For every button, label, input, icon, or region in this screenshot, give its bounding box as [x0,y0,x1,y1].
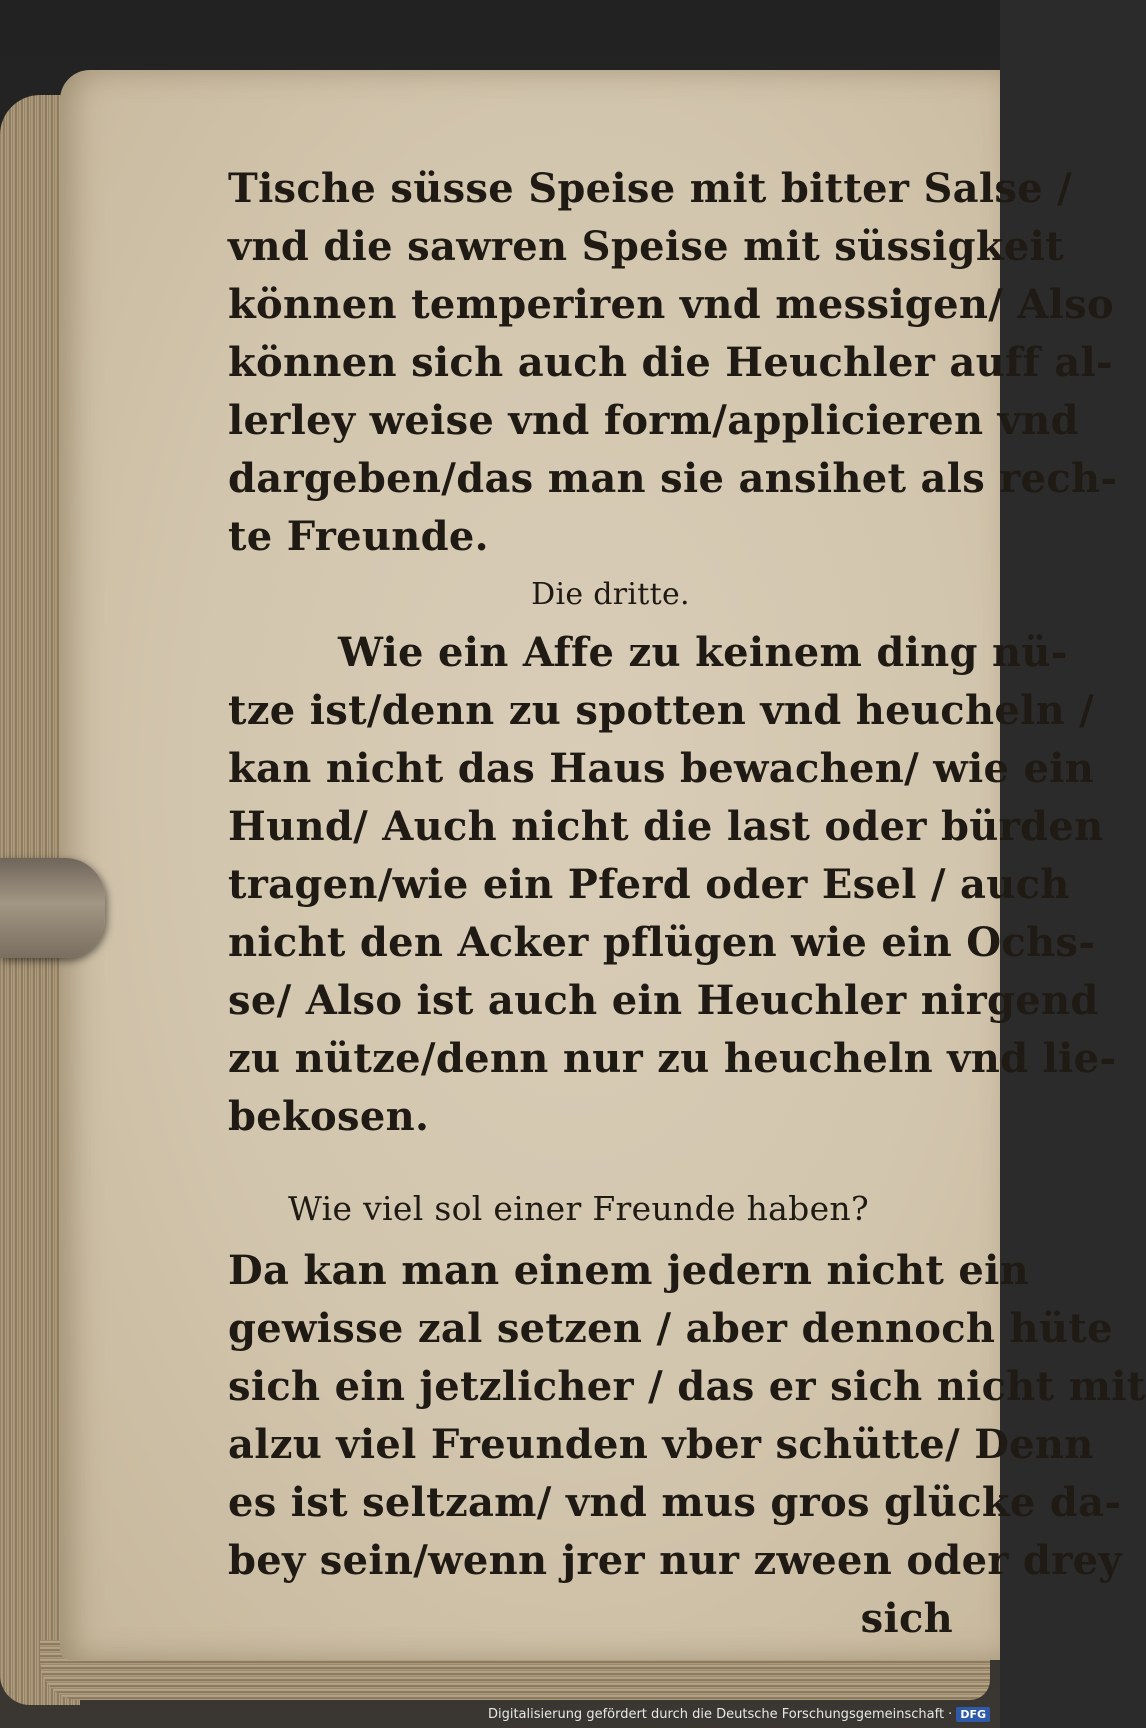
text-line: alzu viel Freunden vber schütte/ Denn [228,1421,1094,1468]
text-line: Hund/ Auch nicht die last oder bürden [228,803,1104,850]
text-line: se/ Also ist auch ein Heuchler nirgend [228,977,1099,1024]
page-clip [0,858,105,958]
credit-text: Digitalisierung gefördert durch die Deutsche Forschungsgemeinschaft · [487,1707,953,1722]
text-line: Da kan man einem jedern nicht ein [228,1247,1030,1294]
catchword: sich [860,1595,953,1642]
text-line: dargeben/das man sie ansihet als rech- [228,455,1118,502]
text-line: Tische süsse Speise mit bitter Salse / [228,165,1073,212]
spacer [228,1146,963,1172]
text-line: nicht den Acker pflügen wie ein Ochs- [228,919,1096,966]
page-text [228,160,1146,1648]
text-line: sich ein jetzlicher / das er sich nicht mit [228,1363,1146,1410]
dfg-logo-icon: DFG [956,1707,990,1722]
text-line: vnd die sawren Speise mit süssigkeit [228,223,1064,270]
text-line: gewisse zal setzen / aber dennoch hüte [228,1305,1113,1352]
text-line: kan nicht das Haus bewachen/ wie ein [228,745,1095,792]
text-line: zu nütze/denn nur zu heucheln vnd lie- [228,1035,1117,1082]
text-line: Wie ein Affe zu keinem ding nü- [338,629,1068,676]
question-heading: Wie viel sol einer Freunde haben? [288,1189,869,1228]
text-line: es ist seltzam/ vnd mus gros glücke da- [228,1479,1122,1526]
text-line: können sich auch die Heuchler auff al- [228,339,1113,386]
text-line: bey sein/wenn jrer nur zween oder drey [228,1537,1122,1584]
text-line: tze ist/denn zu spotten vnd heucheln / [228,687,1095,734]
text-line: tragen/wie ein Pferd oder Esel / auch [228,861,1070,908]
text-line: te Freunde. [228,513,489,560]
text-line: bekosen. [228,1093,430,1140]
text-line: lerley weise vnd form/applicieren vnd [228,397,1079,444]
text-line: können temperiren vnd messigen/ Also [228,281,1114,328]
digitization-credit [488,1707,990,1722]
section-heading: Die dritte. [531,577,690,612]
